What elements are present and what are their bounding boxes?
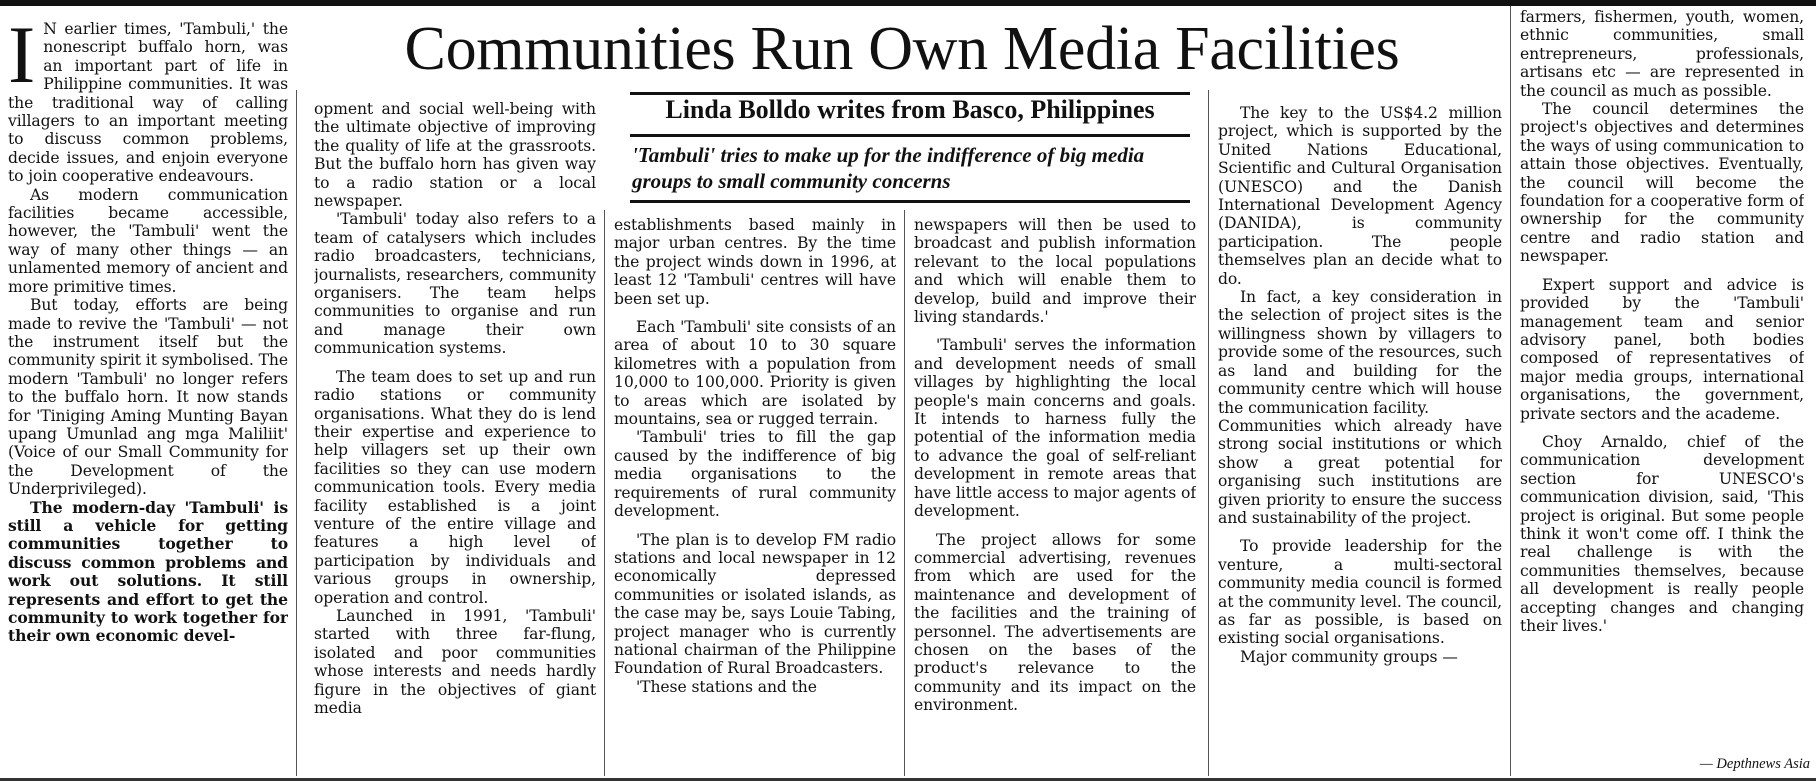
bottom-rule [0, 778, 1816, 781]
drop-cap: I [8, 20, 36, 100]
col3-para-3: 'Tambuli' tries to fill the gap caused by the indifference of big media organisations to the requirements of rural community development. [614, 428, 896, 521]
headline: Communities Run Own Media Facilities [404, 15, 1400, 83]
col4-para-3: The project allows for some commercial advertising, revenues from which are used for the maintenance and development of the facilities and the training of personnel. The advertisements are chosen on the bases of the product's relevance to the community and its impact on the environment. [914, 530, 1196, 715]
col2-para-3: The team does to set up and run radio stations or community organisations. What they do is lend their expertise and experience to help villagers set up their own facilities so they can use modern communication tools. Every media facility established is a joint venture of the entire village and features a high level of participation by individuals and various groups in ownership, operation and control. [314, 367, 596, 607]
column-2 [314, 100, 596, 778]
column-6 [1520, 8, 1804, 754]
byline: Linda Bolldo writes from Basco, Philippines [665, 95, 1155, 124]
column-3 [614, 216, 896, 778]
column-divider [604, 210, 605, 776]
col3-para-5: 'These stations and the [636, 677, 817, 696]
col2-para-2: 'Tambuli' today also refers to a team of catalysers which includes radio broadcasters, technicians, journalists, researchers, community organisers. The team helps communities to organise and run and manage their own communication systems. [314, 210, 596, 358]
top-rule [0, 0, 1816, 6]
byline-rule-middle [630, 134, 1190, 137]
col4-para-2: 'Tambuli' serves the information and development needs of small villages by highlighting the local people's main concerns and goals. It intends to harness fully the potential of the information media to advance the goal of self-reliant development in remote areas that have little access to major agents of development. [914, 336, 1196, 521]
col3-para-4: 'The plan is to develop FM radio stations and local newspaper in 12 economically depressed communities or isolated islands, as the case may be, says Louie Tabing, project manager who is currently national chairman of the Philippine Foundation of Rural Broadcasters. [614, 530, 896, 678]
byline-rule-bottom [630, 200, 1190, 203]
col5-para-3: Communities which already have strong social institutions or which show a great potential for organising such institutions are given priority to ensure the success and sustainability of the project. [1218, 416, 1502, 527]
col4-para-1: newspapers will then be used to broadcast and publish information relevant to the local populations and which will enable them to develop, build and improve their living standards.' [914, 216, 1196, 327]
col1-para-3: But today, efforts are being made to revive the 'Tambuli' — not the instrument itself but the community spirit it symbolised. The modern 'Tambuli' no longer refers to the buffalo horn. It now stands for 'Tiniging Aming Munting Bayan upang Umunlad ang mga Maliliit' (Voice of our Small Community for the Development of the Underprivileged). [8, 296, 288, 499]
col5-para-5: Major community groups — [1240, 647, 1458, 666]
col6-para-3: Expert support and advice is provided by the 'Tambuli' management team and senior advisory panel, both bodies composed of representatives of major media groups, international organisations, the government, private sectors and the academe. [1520, 275, 1804, 423]
signature-credit: — Depthnews Asia [1699, 756, 1810, 772]
col6-para-4: Choy Arnaldo, chief of the communication development section for UNESCO's communication division, said, 'This project is original. But some people think it won't come off. I think the real challenge is with the communities themselves, because all development is really people accepting changes and changing their lives.' [1520, 432, 1804, 635]
col6-para-2: The council determines the project's objectives and determines the ways of using communication to attain those objectives. Eventually, the council will become the foundation for a cooperative form of ownership for the community centre and radio station and newspaper. [1520, 100, 1804, 266]
column-5 [1218, 104, 1502, 778]
col1-para-4: The modern-day 'Tambuli' is still a vehicle for getting communities together to discuss common problems and work out solutions. It still represents and effort to get the community to work together for their own economic devel- [8, 497, 288, 646]
col2-para-4: Launched in 1991, 'Tambuli' started with three far-flung, isolated and poor communities whose interests and needs hardly figure in the objectives of giant media [314, 606, 596, 717]
column-divider [1510, 6, 1511, 776]
column-divider [904, 210, 905, 776]
col1-para-1: N earlier times, 'Tambuli,' the nonescript buffalo horn, was an important part of life in Philippine communities. It was the traditional way of calling villagers to an important meeting to discuss common problems, decide issues, and enjoin everyone to join cooperative endeavours. [8, 20, 288, 186]
col5-para-4: To provide leadership for the venture, a multi-sectoral community media council is formed at the community level. The council, as far as possible, is based on existing social organisations. [1218, 537, 1502, 648]
col1-para-2: As modern communication facilities became accessible, however, the 'Tambuli' went the way of many other things — an unlamented memory of ancient and more primitive times. [8, 185, 288, 296]
deck: 'Tambuli' tries to make up for the indifference of big media groups to small community concerns [632, 143, 1145, 193]
column-4 [914, 216, 1196, 778]
col3-para-1: establishments based mainly in major urban centres. By the time the project winds down in 1996, at least 12 'Tambuli' centres will have been set up. [614, 216, 896, 308]
col5-para-2: In fact, a key consideration in the selection of project sites is the willingness shown by villagers to provide some of the resources, such as land and building for the community centre which will house the communication facility. [1218, 288, 1502, 417]
col2-para-1: opment and social well-being with the ultimate objective of improving the quality of life at the grassroots. But the buffalo horn has given way to a radio station or a local newspaper. [314, 100, 596, 211]
col5-para-1: The key to the US$4.2 million project, which is supported by the United Nations Educational, Scientific and Cultural Organisation (UNESCO) and the Danish International Development Agency (DANIDA), is community participation. The people themselves plan an decide what to do. [1218, 104, 1502, 288]
column-divider [296, 90, 297, 776]
column-divider [1208, 90, 1209, 776]
column-1 [8, 20, 288, 778]
col6-para-1: farmers, fishermen, youth, women, ethnic communities, small entrepreneurs, professionals, artisans etc — are represented in the council as much as possible. [1520, 8, 1804, 100]
col3-para-2: Each 'Tambuli' site consists of an area of about 10 to 30 square kilometres with a population from 10,000 to 100,000. Priority is given to areas which are isolated by mountains, sea or rugged terrain. [614, 318, 896, 429]
